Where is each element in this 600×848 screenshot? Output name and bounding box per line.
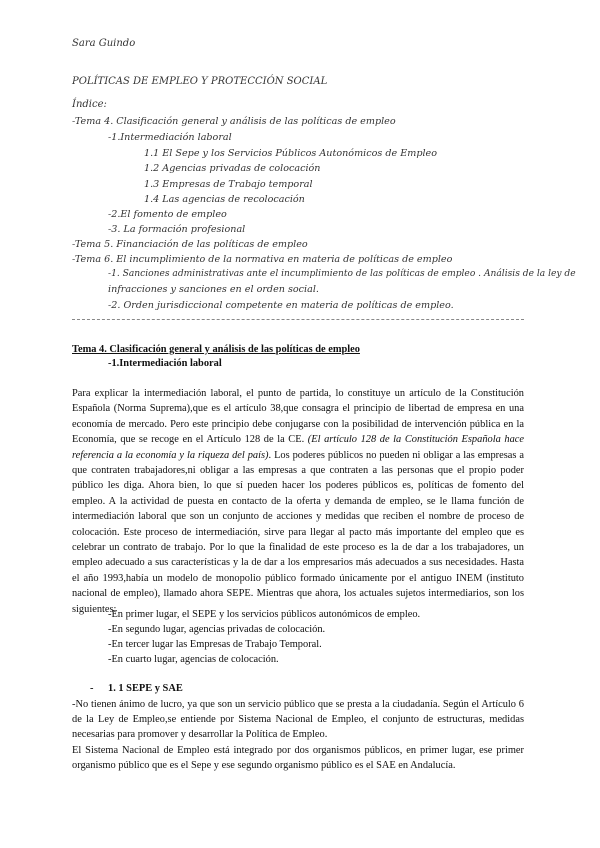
paragraph-intro-cont: . Los poderes públicos no pueden ni obligar a las empresas a que contraten trabajadores,ni obligar a las empresas a que contraten a las personas que el propio poder público les diga. Ahora bien, lo que sí pueden hacer los poderes públicos es, políticas de fomento del empleo. A la actividad de puesta en contacto de la oferta y demanda de empleo, se le llama función de intermediación laboral que son un conjunto de acciones y medidas que reciben el nombre de proceso de colocación. Este proceso de intermediación, sirve para llegar al pacto más importante del empleo que es celebrar un contrato de trabajo. Por lo que la finalidad de este proceso es la de dar a los trabajadores, un empleo adecuado a sus características y la de dar a los empresarios más adecuados a sus necesidades. Hasta el año 1993,había un modelo de monopolio público formado únicamente por el antiguo INEM (instituto nacional de empleo), llamado ahora SEPE. Mientras que ahora, los actuales sujetos intermediarios, son los siguientes: (72, 449, 524, 615)
paragraph-intro-text: Para explicar la intermediación laboral, el punto de partida, lo constituye un artículo de la Constitución Española (Norma Suprema),que es el artículo 38,que consagra el principio de libertad de empresa en una economía de mercado. Pero este principio debe conjugarse con la posibilidad de intervención pública en la Economía, que se recoge en el Artículo 128 de la CE. (72, 388, 524, 446)
index-line: 1.3 Empresas de Trabajo temporal (144, 179, 313, 190)
index-line: 1.4 Las agencias de recolocación (144, 194, 305, 205)
index-line: -Tema 5. Financiación de las políticas de empleo (72, 239, 308, 250)
index-line: -Tema 6. El incumplimiento de la normativa en materia de políticas de empleo (72, 254, 453, 265)
list-item: -En cuarto lugar, agencias de colocación. (108, 654, 279, 665)
section-heading: Tema 4. Clasificación general y análisis de las políticas de empleo (72, 344, 360, 355)
paragraph-sne: El Sistema Nacional de Empleo está integrado por dos organismos públicos, en primer lugar, ese primer organismo público que es el Sepe y ese segundo organismo público es el SAE en Andalucía. (72, 745, 524, 772)
index-line: 1.2 Agencias privadas de colocación (144, 163, 321, 174)
subsection-bullet: - (90, 683, 94, 694)
index-line: -Tema 4. Clasificación general y análisis de las políticas de empleo (72, 116, 396, 127)
index-line: 1.1 El Sepe y los Servicios Públicos Autonómicos de Empleo (144, 148, 437, 159)
list-item: -En tercer lugar las Empresas de Trabajo Temporal. (108, 639, 322, 650)
list-item: -En primer lugar, el SEPE y los servicios públicos autonómicos de empleo. (108, 609, 421, 620)
paragraph-intro (72, 386, 524, 617)
paragraph-intro-italic: (El artículo 128 de la Constitución Española hace referencia a la economía y la riqueza del país) (72, 434, 525, 461)
subsection-heading: -1.Intermediación laboral (108, 358, 222, 369)
paragraph-sepe: -No tienen ánimo de lucro, ya que son un servicio público que se presta a la ciudadanía. Según el Artículo 6 de la Ley de Empleo,se entiende por Sistema Nacional de Empleo, el conjunto de estructuras, medidas necesarias para promover y desarrollar la Política de Empleo. (72, 699, 524, 741)
list-item: -En segundo lugar, agencias privadas de colocación. (108, 624, 326, 635)
index-line: -3. La formación profesional (108, 224, 246, 235)
index-line: infracciones y sanciones en el orden social. (108, 284, 319, 295)
index-line: -2.El fomento de empleo (108, 209, 227, 220)
document-title: POLÍTICAS DE EMPLEO Y PROTECCIÓN SOCIAL (72, 76, 328, 87)
dashed-separator (72, 319, 524, 320)
index-label: Índice: (72, 99, 107, 110)
subsection-heading-sepe: 1. 1 SEPE y SAE (108, 683, 183, 694)
index-line: -2. Orden jurisdiccional competente en materia de políticas de empleo. (108, 300, 454, 311)
index-line: -1. Sanciones administrativas ante el incumplimiento de las políticas de empleo . Análisis de la ley de (108, 269, 576, 279)
author-name: Sara Guindo (72, 38, 136, 49)
index-line: -1.Intermediación laboral (108, 132, 232, 143)
